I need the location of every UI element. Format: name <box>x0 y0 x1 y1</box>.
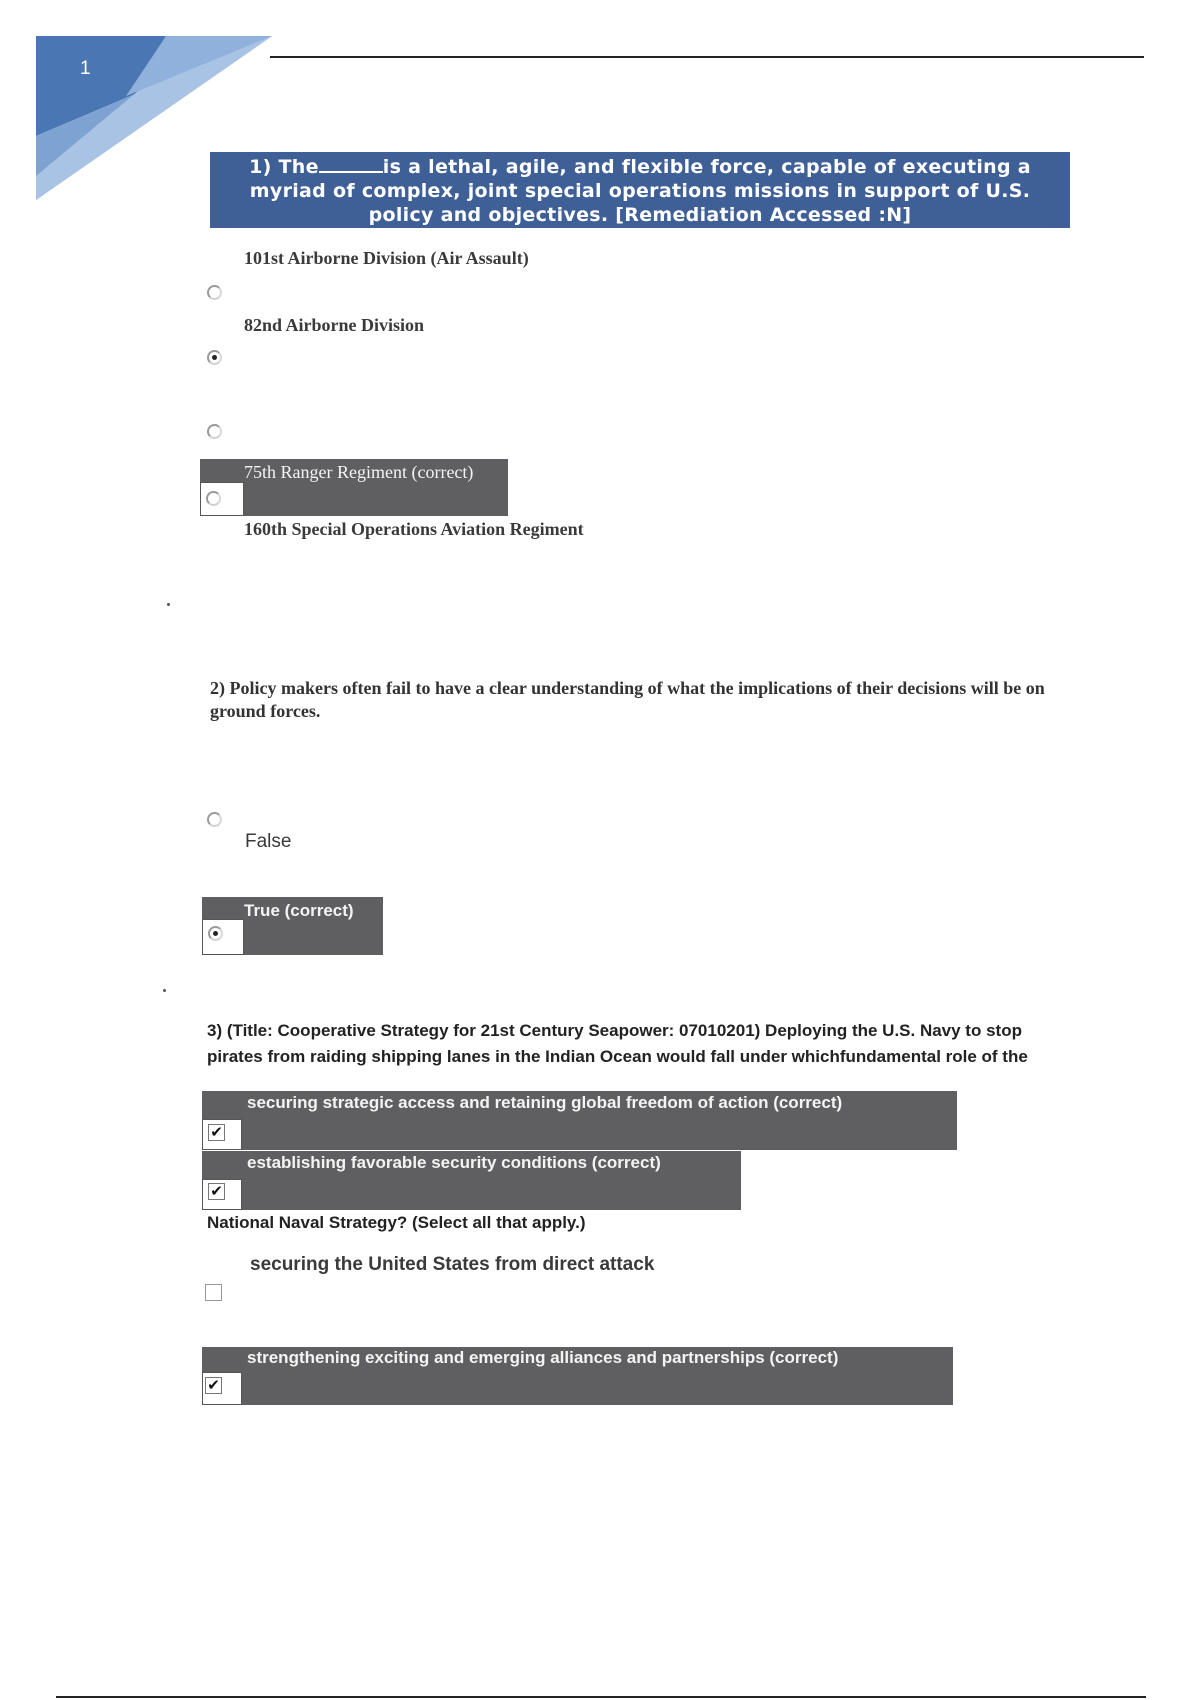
q3-option-4-highlight <box>202 1347 953 1405</box>
q1-option-3-label: 75th Ranger Regiment (correct) <box>244 462 474 482</box>
question-3-line-3: National Naval Strategy? (Select all that apply.) <box>207 1213 586 1232</box>
q1-option-1-radio[interactable] <box>207 285 222 300</box>
q1-option-2-label: 82nd Airborne Division <box>244 315 425 335</box>
q1-suffix: is a lethal, agile, and flexible force, capable of executing a <box>382 156 1031 178</box>
question-2-text: 2) Policy makers often fail to have a clear understanding of what the implications of their decisions will be on ground forces. <box>210 678 1045 721</box>
q3-option-3-checkbox[interactable] <box>205 1284 222 1301</box>
q1-line2: myriad of complex, joint special operations missions in support of U.S. <box>249 180 1031 202</box>
q1-option-4-label: 160th Special Operations Aviation Regiment <box>244 519 584 539</box>
q2-option-true-radio[interactable] <box>208 926 223 941</box>
q1-prefix: 1) The <box>249 156 319 178</box>
q3-option-2-checkbox[interactable]: ✔ <box>208 1183 225 1200</box>
q2-option-false-radio[interactable] <box>207 812 222 827</box>
q1-option-3-radio[interactable] <box>206 491 221 506</box>
fill-in-blank <box>319 153 383 173</box>
q1-line3: policy and objectives. [Remediation Accessed :N] <box>368 204 912 226</box>
separator-dot <box>163 989 166 992</box>
question-1-text <box>210 152 1070 228</box>
q2-option-true-highlight <box>202 897 383 955</box>
q1-option-1-label: 101st Airborne Division (Air Assault) <box>244 248 529 268</box>
q1-option-3-radio-unlabeled[interactable] <box>207 424 222 439</box>
q3-option-1-highlight <box>202 1091 957 1150</box>
question-3-line-1: 3) (Title: Cooperative Strategy for 21st Century Seapower: 07010201) Deploying the U.S. Navy to stop <box>207 1021 1022 1040</box>
q3-option-2-label: establishing favorable security conditions (correct) <box>247 1153 661 1172</box>
q3-option-1-label: securing strategic access and retaining global freedom of action (correct) <box>247 1093 843 1112</box>
q3-option-2-highlight <box>202 1151 741 1210</box>
q3-option-4-label: strengthening exciting and emerging alliances and partnerships (correct) <box>247 1348 839 1367</box>
question-3-line-2: pirates from raiding shipping lanes in the Indian Ocean would fall under whichfundamental role of the <box>207 1047 1028 1066</box>
q2-option-true-label: True (correct) <box>244 901 354 920</box>
header-rule <box>270 56 1144 58</box>
q3-option-1-checkbox[interactable]: ✔ <box>208 1124 225 1141</box>
q3-option-3-label: securing the United States from direct attack <box>250 1254 655 1275</box>
separator-dot <box>167 603 170 606</box>
footer-rule <box>56 1696 1146 1698</box>
q1-option-3-highlight <box>200 459 508 516</box>
page-number: 1 <box>80 58 91 79</box>
q1-option-2-radio[interactable] <box>207 350 222 365</box>
q2-option-false-label: False <box>245 831 292 852</box>
q3-option-4-checkbox[interactable]: ✔ <box>205 1377 222 1394</box>
